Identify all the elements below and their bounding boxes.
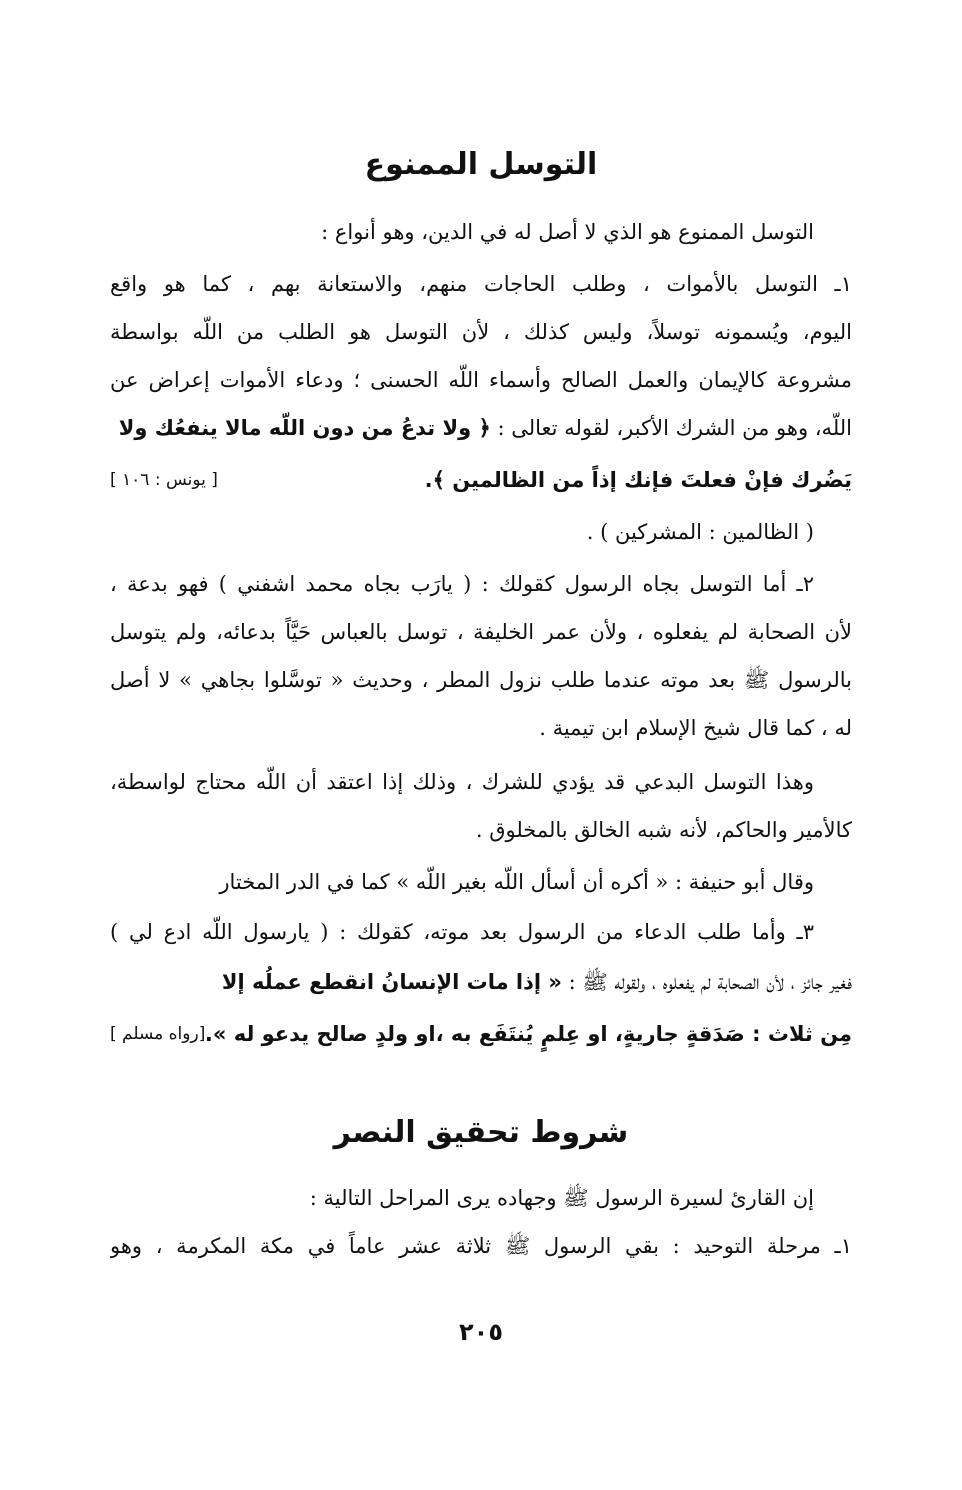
item1-line-1: ١ـ التوسل بالأموات ، وطلب الحاجات منهم، والاستعانة بهم ، كما هو واقع: [110, 272, 852, 296]
item2-line-4: له ، كما قال شيخ الإسلام ابن تيمية .: [539, 716, 852, 740]
hadith-part2: مِن ثلاث : صَدَقةٍ جاريةٍ، او عِلمٍ يُنتَفَع به ،او ولدٍ صالح يدعو له ».: [204, 1022, 852, 1046]
gloss-note: ( الظالمين : المشركين ) .: [586, 520, 814, 544]
hadith-part1: « إذا مات الإنسانُ انقطع عملُه إلا: [221, 970, 562, 994]
quran-verse-part2: يَضُرك فإنْ فعلتَ فإنك إذاً من الظالمين ﴾.: [424, 468, 852, 492]
item2-line-2: لأن الصحابة لم يفعلوه ، ولأن عمر الخليفة ، توسل بالعباس حَيَّاً بدعائه، ولم يتوسل: [110, 620, 852, 644]
verse-line: [110, 458, 852, 502]
intro-paragraph: التوسل الممنوع هو الذي لا أصل له في الدين، وهو أنواع :: [321, 220, 814, 244]
section-title-2: شروط تحقيق النصر: [333, 1115, 629, 1150]
bidaa-line-1: وهذا التوسل البدعي قد يؤدي للشرك ، وذلك إذا اعتقد أن اللّه محتاج لواسطة،: [110, 770, 814, 794]
item3-line-2: [110, 960, 852, 1004]
quran-verse-part1: ﴿ ولا تدعُ من دون اللّه مالا ينفعُك ولا: [118, 416, 491, 440]
bidaa-line-2: كالأمير والحاكم، لأنه شبه الخالق بالمخلوق .: [475, 818, 852, 842]
item1-line-2: اليوم، ويُسمونه توسلاً، وليس كذلك ، لأن التوسل هو الطلب من اللّه بواسطة: [110, 320, 852, 344]
item3-line-1: ٣ـ وأما طلب الدعاء من الرسول بعد موته، كقولك : ( يارسول اللّه ادع لي ): [110, 920, 814, 944]
section2-line-2: ١ـ مرحلة التوحيد : بقي الرسول ﷺ ثلاثة عشر عاماً في مكة المكرمة ، وهو: [110, 1234, 852, 1258]
item2-line-1: ٢ـ أما التوسل بجاه الرسول كقولك : ( يارَب بجاه محمد اشفني ) فهو بدعة ،: [110, 572, 814, 596]
hadith-reference: [رواه مسلم ]: [110, 1024, 206, 1044]
verse-reference: [ يونس : ١٠٦ ]: [110, 470, 218, 490]
abu-hanifa-quote: وقال أبو حنيفة : « أكره أن أسأل اللّه بغير اللّه » كما في الدر المختار: [219, 870, 814, 894]
item3-line-2-text: فغير جائز ، لأن الصحابة لم يفعلوه ، ولقوله ﷺ :: [568, 970, 852, 994]
page-number: ٢٠٥: [459, 1318, 503, 1346]
item2-line-3: بالرسول ﷺ بعد موته عندما طلب نزول المطر ، وحديث « توسَّلوا بجاهي » لا أصل: [110, 668, 852, 692]
item1-line-4: [110, 406, 852, 450]
item1-line-3: مشروعة كالإيمان والعمل الصالح وأسماء اللّه الحسنى ؛ ودعاء الأموات إعراض عن: [110, 368, 852, 392]
section2-line-1: إن القارئ لسيرة الرسول ﷺ وجهاده يرى المراحل التالية :: [309, 1186, 814, 1210]
section-title: التوسل الممنوع: [364, 147, 598, 182]
hadith-line: [110, 1012, 852, 1056]
item1-line-4-text: اللّه، وهو من الشرك الأكبر، لقوله تعالى :: [497, 416, 852, 440]
